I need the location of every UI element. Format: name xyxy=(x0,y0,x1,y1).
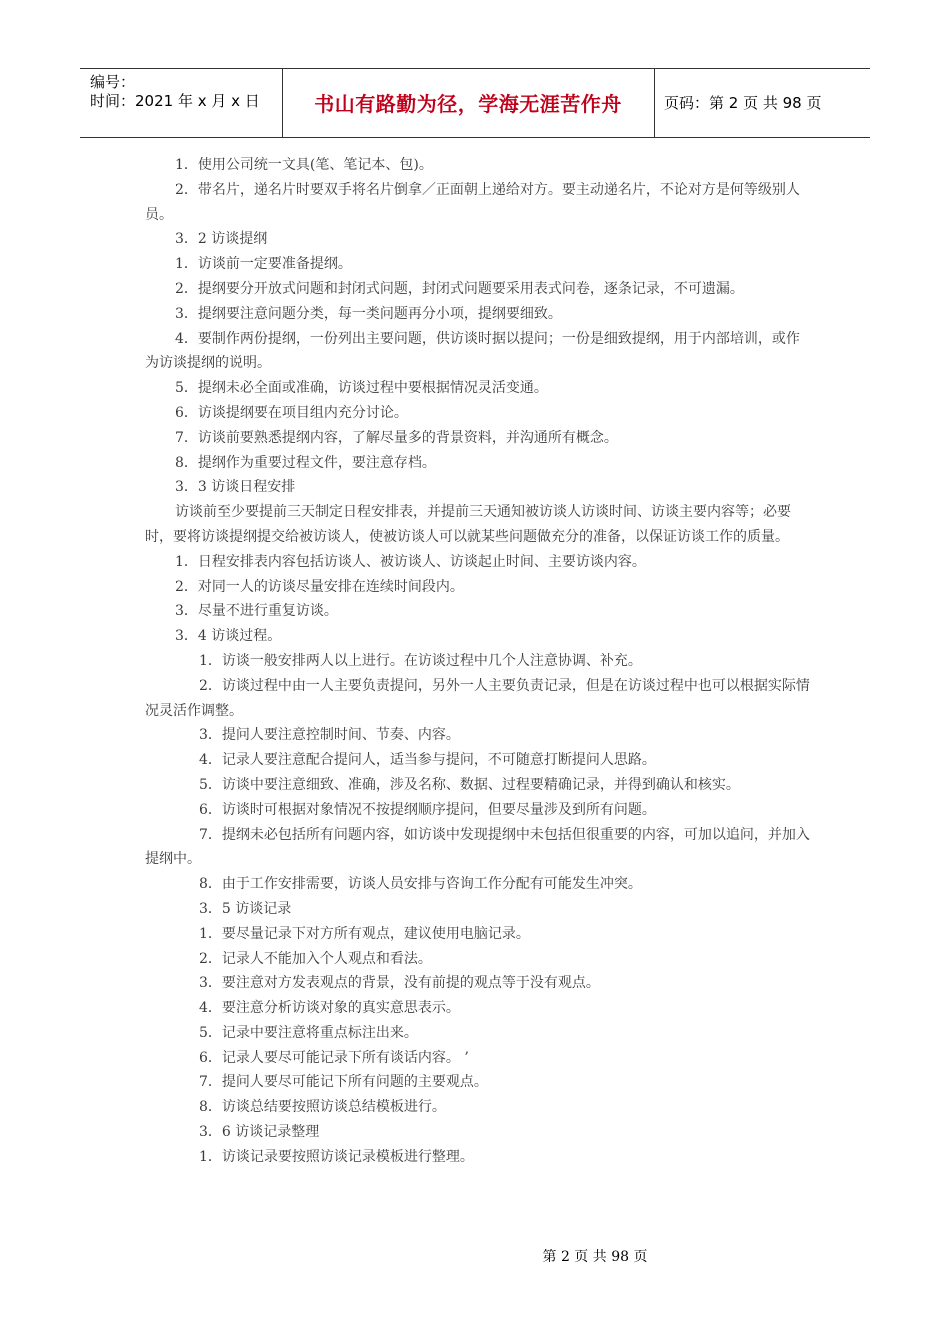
body-paragraph: 1．要尽量记录下对方所有观点，建议使用电脑记录。 xyxy=(199,925,530,942)
body-paragraph: 2．访谈过程中由一人主要负责提问，另外一人主要负责记录，但是在访谈过程中也可以根据实际情况灵活作调整。 xyxy=(145,677,810,719)
document-header xyxy=(80,68,870,138)
page-footer: 第 2 页 共 98 页 xyxy=(542,1249,648,1265)
body-paragraph: 4．记录人要注意配合提问人，适当参与提问，不可随意打断提问人思路。 xyxy=(199,752,656,769)
document-body xyxy=(145,153,810,1170)
body-paragraph: 7．提问人要尽可能记下所有问题的主要观点。 xyxy=(199,1074,488,1091)
body-paragraph: 2．带名片，递名片时要双手将名片倒拿／正面朝上递给对方。要主动递名片，不论对方是何等级别人员。 xyxy=(145,181,800,223)
header-middle-cell xyxy=(282,69,655,137)
body-paragraph: 2．对同一人的访谈尽量安排在连续时间段内。 xyxy=(175,578,464,595)
header-motto: 书山有路勤为径，学海无涯苦作舟 xyxy=(314,92,622,116)
body-paragraph: 1．访谈记录要按照访谈记录模板进行整理。 xyxy=(199,1148,474,1165)
body-paragraph: 3．4 访谈过程。 xyxy=(175,628,282,645)
document-time-label: 时间：2021 年 x 月 x 日 xyxy=(90,92,260,110)
body-paragraph: 3．3 访谈日程安排 xyxy=(175,479,296,496)
document-number-label: 编号： xyxy=(90,73,136,91)
body-paragraph: 8．由于工作安排需要，访谈人员安排与咨询工作分配有可能发生冲突。 xyxy=(199,876,642,893)
header-right-cell xyxy=(654,69,870,137)
body-paragraph: 2．记录人不能加入个人观点和看法。 xyxy=(199,950,432,967)
body-paragraph: 5．提纲未必全面或准确，访谈过程中要根据情况灵活变通。 xyxy=(175,380,548,397)
body-paragraph: 6．记录人要尽可能记录下所有谈话内容。 ’ xyxy=(199,1049,469,1066)
header-page-label: 页码：第 2 页 共 98 页 xyxy=(664,94,822,112)
body-paragraph: 1．使用公司统一文具(笔、笔记本、包)。 xyxy=(175,157,433,173)
body-paragraph: 7．访谈前要熟悉提纲内容，了解尽量多的背景资料，并沟通所有概念。 xyxy=(175,429,618,446)
body-paragraph: 2．提纲要分开放式问题和封闭式问题，封闭式问题要采用表式问卷，逐条记录，不可遗漏。 xyxy=(175,280,744,297)
body-paragraph: 8．访谈总结要按照访谈总结模板进行。 xyxy=(199,1099,446,1116)
body-paragraph: 4．要制作两份提纲，一份列出主要问题，供访谈时据以提问；一份是细致提纲，用于内部培训，或作为访谈提纲的说明。 xyxy=(145,330,800,372)
body-paragraph: 8．提纲作为重要过程文件，要注意存档。 xyxy=(175,454,436,471)
body-paragraph: 3．6 访谈记录整理 xyxy=(199,1124,320,1141)
body-paragraph: 1．访谈一般安排两人以上进行。在访谈过程中几个人注意协调、补充。 xyxy=(199,652,642,669)
body-paragraph: 7．提纲未必包括所有问题内容，如访谈中发现提纲中未包括但很重要的内容，可加以追问，并加入提纲中。 xyxy=(145,826,810,868)
body-paragraph: 3．提问人要注意控制时间、节奏、内容。 xyxy=(199,727,460,744)
body-paragraph: 6．访谈时可根据对象情况不按提纲顺序提问，但要尽量涉及到所有问题。 xyxy=(199,801,656,818)
body-paragraph: 3．尽量不进行重复访谈。 xyxy=(175,603,338,620)
body-paragraph: 1．日程安排表内容包括访谈人、被访谈人、访谈起止时间、主要访谈内容。 xyxy=(175,553,646,570)
body-paragraph: 访谈前至少要提前三天制定日程安排表，并提前三天通知被访谈人访谈时间、访谈主要内容等；必要时，要将访谈提纲提交给被访谈人，使被访谈人可以就某些问题做充分的准备，以保证访谈工作的质量。 xyxy=(145,504,791,545)
body-paragraph: 3．2 访谈提纲 xyxy=(175,231,268,248)
body-paragraph: 6．访谈提纲要在项目组内充分讨论。 xyxy=(175,404,408,421)
body-paragraph: 4．要注意分析访谈对象的真实意思表示。 xyxy=(199,1000,460,1017)
body-paragraph: 5．记录中要注意将重点标注出来。 xyxy=(199,1024,418,1041)
header-left-cell xyxy=(80,69,283,137)
body-paragraph: 3．提纲要注意问题分类，每一类问题再分小项，提纲要细致。 xyxy=(175,305,562,322)
body-paragraph: 3．要注意对方发表观点的背景，没有前提的观点等于没有观点。 xyxy=(199,975,600,992)
body-paragraph: 1．访谈前一定要准备提纲。 xyxy=(175,256,352,273)
body-paragraph: 5．访谈中要注意细致、准确，涉及名称、数据、过程要精确记录，并得到确认和核实。 xyxy=(199,776,740,793)
body-paragraph: 3．5 访谈记录 xyxy=(199,900,292,917)
